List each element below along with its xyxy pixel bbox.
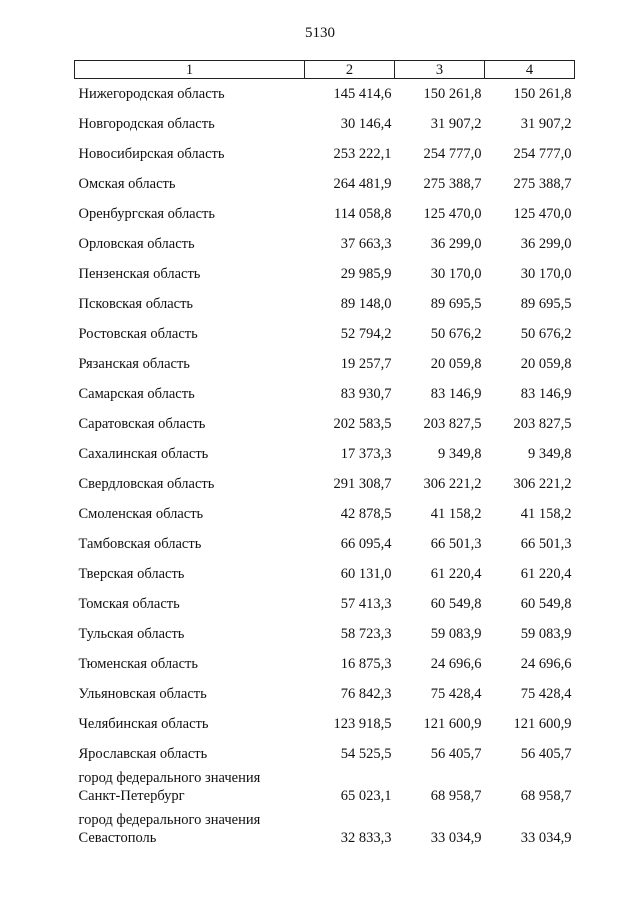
value-cell-col4: 150 261,8 bbox=[513, 86, 572, 102]
value-cell-col2: 202 583,5 bbox=[333, 416, 392, 432]
region-name-cell: Ульяновская область bbox=[78, 686, 207, 702]
region-name-cell: Смоленская область bbox=[78, 506, 204, 522]
value-cell-col3: 66 501,3 bbox=[430, 536, 482, 552]
table-row bbox=[75, 674, 575, 704]
value-cell-col4: 306 221,2 bbox=[513, 476, 572, 492]
value-cell-col4: 66 501,3 bbox=[520, 536, 572, 552]
value-cell-col4: 125 470,0 bbox=[513, 206, 572, 222]
value-cell-col4: 31 907,2 bbox=[520, 116, 572, 132]
value-cell-col3: 150 261,8 bbox=[423, 86, 482, 102]
value-cell-col2: 76 842,3 bbox=[340, 686, 392, 702]
region-name-cell: Рязанская область bbox=[78, 356, 190, 372]
value-cell-col3: 41 158,2 bbox=[430, 506, 482, 522]
table-row bbox=[75, 164, 575, 194]
region-name-cell: Новгородская область bbox=[78, 116, 215, 132]
budget-table bbox=[74, 60, 575, 848]
value-cell-col3: 275 388,7 bbox=[423, 176, 482, 192]
table-row bbox=[75, 524, 575, 554]
region-name-cell: Тверская область bbox=[78, 566, 185, 582]
region-name-cell: Тамбовская область bbox=[78, 536, 202, 552]
value-cell-col3: 68 958,7 bbox=[430, 788, 482, 804]
table-row bbox=[75, 584, 575, 614]
table-header-row bbox=[75, 61, 575, 79]
value-cell-col4: 24 696,6 bbox=[520, 656, 572, 672]
value-cell-col4: 68 958,7 bbox=[520, 788, 572, 804]
value-cell-col2: 264 481,9 bbox=[333, 176, 392, 192]
value-cell-col3: 24 696,6 bbox=[430, 656, 482, 672]
column-header-2: 2 bbox=[305, 61, 395, 79]
value-cell-col3: 59 083,9 bbox=[430, 626, 482, 642]
table-row bbox=[75, 224, 575, 254]
value-cell-col2: 89 148,0 bbox=[340, 296, 392, 312]
region-name-cell: Челябинская область bbox=[78, 716, 209, 732]
value-cell-col4: 30 170,0 bbox=[520, 266, 572, 282]
value-cell-col4: 121 600,9 bbox=[513, 716, 572, 732]
value-cell-col3: 254 777,0 bbox=[423, 146, 482, 162]
value-cell-col2: 114 058,8 bbox=[334, 206, 392, 222]
table-row bbox=[75, 464, 575, 494]
value-cell-col2: 30 146,4 bbox=[340, 116, 392, 132]
value-cell-col4: 60 549,8 bbox=[520, 596, 572, 612]
value-cell-col3: 31 907,2 bbox=[430, 116, 482, 132]
value-cell-col3: 89 695,5 bbox=[430, 296, 482, 312]
region-name-cell: Тюменская область bbox=[78, 656, 198, 672]
value-cell-col3: 56 405,7 bbox=[430, 746, 482, 762]
region-name-cell: город федерального значения Санкт-Петербург bbox=[78, 770, 261, 804]
region-name-cell: Орловская область bbox=[78, 236, 195, 252]
region-name-cell: Тульская область bbox=[78, 626, 185, 642]
region-name-cell: Омская область bbox=[78, 176, 176, 192]
value-cell-col2: 66 095,4 bbox=[340, 536, 392, 552]
value-cell-col2: 83 930,7 bbox=[340, 386, 392, 402]
table-row bbox=[75, 194, 575, 224]
value-cell-col3: 306 221,2 bbox=[423, 476, 482, 492]
region-name-cell: Оренбургская область bbox=[78, 206, 216, 222]
region-name-cell: Псковская область bbox=[78, 296, 194, 312]
region-name-cell: Нижегородская область bbox=[78, 86, 225, 102]
value-cell-col2: 291 308,7 bbox=[333, 476, 392, 492]
table-row bbox=[75, 554, 575, 584]
region-name-cell: Свердловская область bbox=[78, 476, 215, 492]
value-cell-col4: 33 034,9 bbox=[520, 830, 572, 846]
table-body bbox=[75, 79, 575, 849]
value-cell-col4: 203 827,5 bbox=[513, 416, 572, 432]
table-row bbox=[75, 644, 575, 674]
value-cell-col3: 203 827,5 bbox=[423, 416, 482, 432]
value-cell-col2: 57 413,3 bbox=[340, 596, 392, 612]
value-cell-col3: 50 676,2 bbox=[430, 326, 482, 342]
value-cell-col4: 61 220,4 bbox=[520, 566, 572, 582]
value-cell-col2: 123 918,5 bbox=[333, 716, 392, 732]
table-row bbox=[75, 704, 575, 734]
value-cell-col2: 52 794,2 bbox=[340, 326, 392, 342]
value-cell-col3: 33 034,9 bbox=[430, 830, 482, 846]
region-name-cell: Новосибирская область bbox=[78, 146, 225, 162]
value-cell-col2: 37 663,3 bbox=[340, 236, 392, 252]
value-cell-col3: 60 549,8 bbox=[430, 596, 482, 612]
value-cell-col4: 83 146,9 bbox=[520, 386, 572, 402]
region-name-cell: Ярославская область bbox=[78, 746, 208, 762]
value-cell-col2: 60 131,0 bbox=[340, 566, 392, 582]
value-cell-col3: 83 146,9 bbox=[430, 386, 482, 402]
region-name-cell: Самарская область bbox=[78, 386, 195, 402]
table-row bbox=[75, 764, 575, 806]
value-cell-col2: 17 373,3 bbox=[340, 446, 392, 462]
table-row bbox=[75, 374, 575, 404]
value-cell-col3: 9 349,8 bbox=[438, 446, 482, 462]
value-cell-col4: 50 676,2 bbox=[520, 326, 572, 342]
column-header-1: 1 bbox=[75, 61, 305, 79]
table-row bbox=[75, 434, 575, 464]
value-cell-col4: 59 083,9 bbox=[520, 626, 572, 642]
value-cell-col2: 42 878,5 bbox=[340, 506, 392, 522]
value-cell-col2: 16 875,3 bbox=[340, 656, 392, 672]
region-name-cell: Сахалинская область bbox=[78, 446, 209, 462]
value-cell-col3: 30 170,0 bbox=[430, 266, 482, 282]
table-row bbox=[75, 79, 575, 105]
region-name-cell: Пензенская область bbox=[78, 266, 201, 282]
value-cell-col4: 75 428,4 bbox=[520, 686, 572, 702]
value-cell-col3: 75 428,4 bbox=[430, 686, 482, 702]
value-cell-col2: 58 723,3 bbox=[340, 626, 392, 642]
value-cell-col2: 145 414,6 bbox=[333, 86, 392, 102]
column-header-3: 3 bbox=[395, 61, 485, 79]
table-row bbox=[75, 134, 575, 164]
value-cell-col3: 121 600,9 bbox=[423, 716, 482, 732]
table-row bbox=[75, 494, 575, 524]
value-cell-col2: 32 833,3 bbox=[340, 830, 392, 846]
column-header-4: 4 bbox=[485, 61, 575, 79]
value-cell-col2: 29 985,9 bbox=[340, 266, 392, 282]
region-name-cell: Ростовская область bbox=[78, 326, 198, 342]
value-cell-col2: 54 525,5 bbox=[340, 746, 392, 762]
value-cell-col3: 61 220,4 bbox=[430, 566, 482, 582]
value-cell-col2: 253 222,1 bbox=[333, 146, 392, 162]
value-cell-col4: 89 695,5 bbox=[520, 296, 572, 312]
table-row bbox=[75, 314, 575, 344]
region-name-cell: Томская область bbox=[78, 596, 180, 612]
value-cell-col3: 36 299,0 bbox=[430, 236, 482, 252]
table-row bbox=[75, 806, 575, 848]
table-row bbox=[75, 404, 575, 434]
table-row bbox=[75, 284, 575, 314]
table-row bbox=[75, 614, 575, 644]
value-cell-col4: 41 158,2 bbox=[520, 506, 572, 522]
value-cell-col4: 56 405,7 bbox=[520, 746, 572, 762]
value-cell-col4: 254 777,0 bbox=[513, 146, 572, 162]
value-cell-col2: 19 257,7 bbox=[340, 356, 392, 372]
table-row bbox=[75, 104, 575, 134]
region-name-cell: город федерального значения Севастополь bbox=[78, 812, 261, 846]
value-cell-col4: 9 349,8 bbox=[528, 446, 572, 462]
value-cell-col2: 65 023,1 bbox=[340, 788, 392, 804]
table-row bbox=[75, 344, 575, 374]
value-cell-col3: 20 059,8 bbox=[430, 356, 482, 372]
value-cell-col4: 20 059,8 bbox=[520, 356, 572, 372]
value-cell-col3: 125 470,0 bbox=[423, 206, 482, 222]
table-row bbox=[75, 254, 575, 284]
page-number: 5130 bbox=[305, 25, 335, 41]
table-row bbox=[75, 734, 575, 764]
value-cell-col4: 275 388,7 bbox=[513, 176, 572, 192]
region-name-cell: Саратовская область bbox=[78, 416, 206, 432]
value-cell-col4: 36 299,0 bbox=[520, 236, 572, 252]
